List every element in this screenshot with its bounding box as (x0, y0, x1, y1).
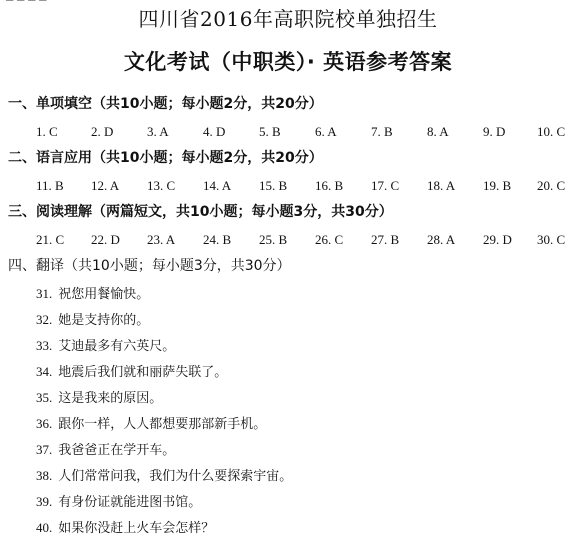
answer-item: 2. D (91, 124, 114, 139)
answer-item: 10. C (537, 124, 566, 139)
cropped-header-fragment (6, 0, 146, 4)
translation-number: 32. (36, 312, 53, 327)
answer-item: 23. A (147, 232, 176, 247)
section-heading-4: 四、翻译（共10小题；每小题3分，共30分） (8, 258, 291, 274)
answer-item: 16. B (315, 178, 344, 193)
translation-text: 祝您用餐愉快。 (58, 287, 150, 302)
answer-item: 14. A (203, 178, 232, 193)
answer-item: 28. A (427, 232, 456, 247)
translation-item (36, 337, 175, 356)
answer-item: 9. D (483, 124, 506, 139)
translation-item (36, 311, 149, 330)
translation-text: 地震后我们就和丽萨失联了。 (58, 365, 228, 380)
answer-item: 21. C (36, 232, 65, 247)
answer-item: 8. A (427, 124, 449, 139)
answer-item: 25. B (259, 232, 288, 247)
answer-item: 1. C (36, 124, 58, 139)
answer-item: 22. D (91, 232, 120, 247)
translation-item (36, 441, 175, 460)
page-title: 四川省2016年高职院校单独招生 (138, 7, 438, 31)
translation-item (36, 493, 201, 512)
translation-item (36, 415, 266, 434)
translation-number: 39. (36, 494, 53, 509)
translation-number: 38. (36, 468, 53, 483)
translation-text: 这是我来的原因。 (58, 391, 163, 406)
translation-item (36, 467, 292, 486)
translation-text: 我爸爸正在学开车。 (58, 443, 176, 458)
section-heading-3: 三、阅读理解（两篇短文，共10小题；每小题3分，共30分） (8, 204, 393, 220)
answer-item: 20. C (537, 178, 566, 193)
translation-number: 36. (36, 416, 53, 431)
translation-number: 35. (36, 390, 53, 405)
answer-item: 7. B (371, 124, 393, 139)
answer-item: 3. A (147, 124, 169, 139)
translation-item (36, 389, 162, 408)
answer-item: 30. C (537, 232, 566, 247)
translation-item (36, 519, 214, 538)
translation-text: 她是支持你的。 (58, 313, 150, 328)
answer-item: 29. D (483, 232, 512, 247)
section-heading-1: 一、单项填空（共10小题；每小题2分，共20分） (8, 96, 323, 112)
answer-item: 11. B (36, 178, 64, 193)
translation-text: 艾迪最多有六英尺。 (58, 339, 176, 354)
translation-text: 跟你一样，人人都想要那部新手机。 (58, 417, 267, 432)
translation-number: 40. (36, 520, 53, 535)
section-heading-2: 二、语言应用（共10小题；每小题2分，共20分） (8, 150, 323, 166)
translation-text: 有身份证就能进图书馆。 (58, 495, 202, 510)
answer-item: 12. A (91, 178, 120, 193)
translation-text: 如果你没赶上火车会怎样？ (58, 521, 215, 536)
translation-text: 人们常常问我，我们为什么要探索宇宙。 (58, 469, 293, 484)
answer-item: 15. B (259, 178, 288, 193)
answer-item: 18. A (427, 178, 456, 193)
answer-item: 17. C (371, 178, 400, 193)
translation-item (36, 363, 227, 382)
answer-item: 19. B (483, 178, 512, 193)
translation-item (36, 285, 149, 304)
answer-item: 6. A (315, 124, 337, 139)
answer-item: 5. B (259, 124, 281, 139)
translation-number: 34. (36, 364, 53, 379)
answers-row-1 (36, 123, 576, 141)
translation-number: 31. (36, 286, 53, 301)
answers-row-2 (36, 177, 576, 195)
translation-number: 33. (36, 338, 53, 353)
page-subtitle: 文化考试（中职类）· 英语参考答案 (123, 50, 453, 74)
answer-item: 24. B (203, 232, 232, 247)
answers-row-3 (36, 231, 576, 249)
answer-item: 26. C (315, 232, 344, 247)
answer-item: 13. C (147, 178, 176, 193)
answer-item: 4. D (203, 124, 226, 139)
translation-number: 37. (36, 442, 53, 457)
answer-item: 27. B (371, 232, 400, 247)
